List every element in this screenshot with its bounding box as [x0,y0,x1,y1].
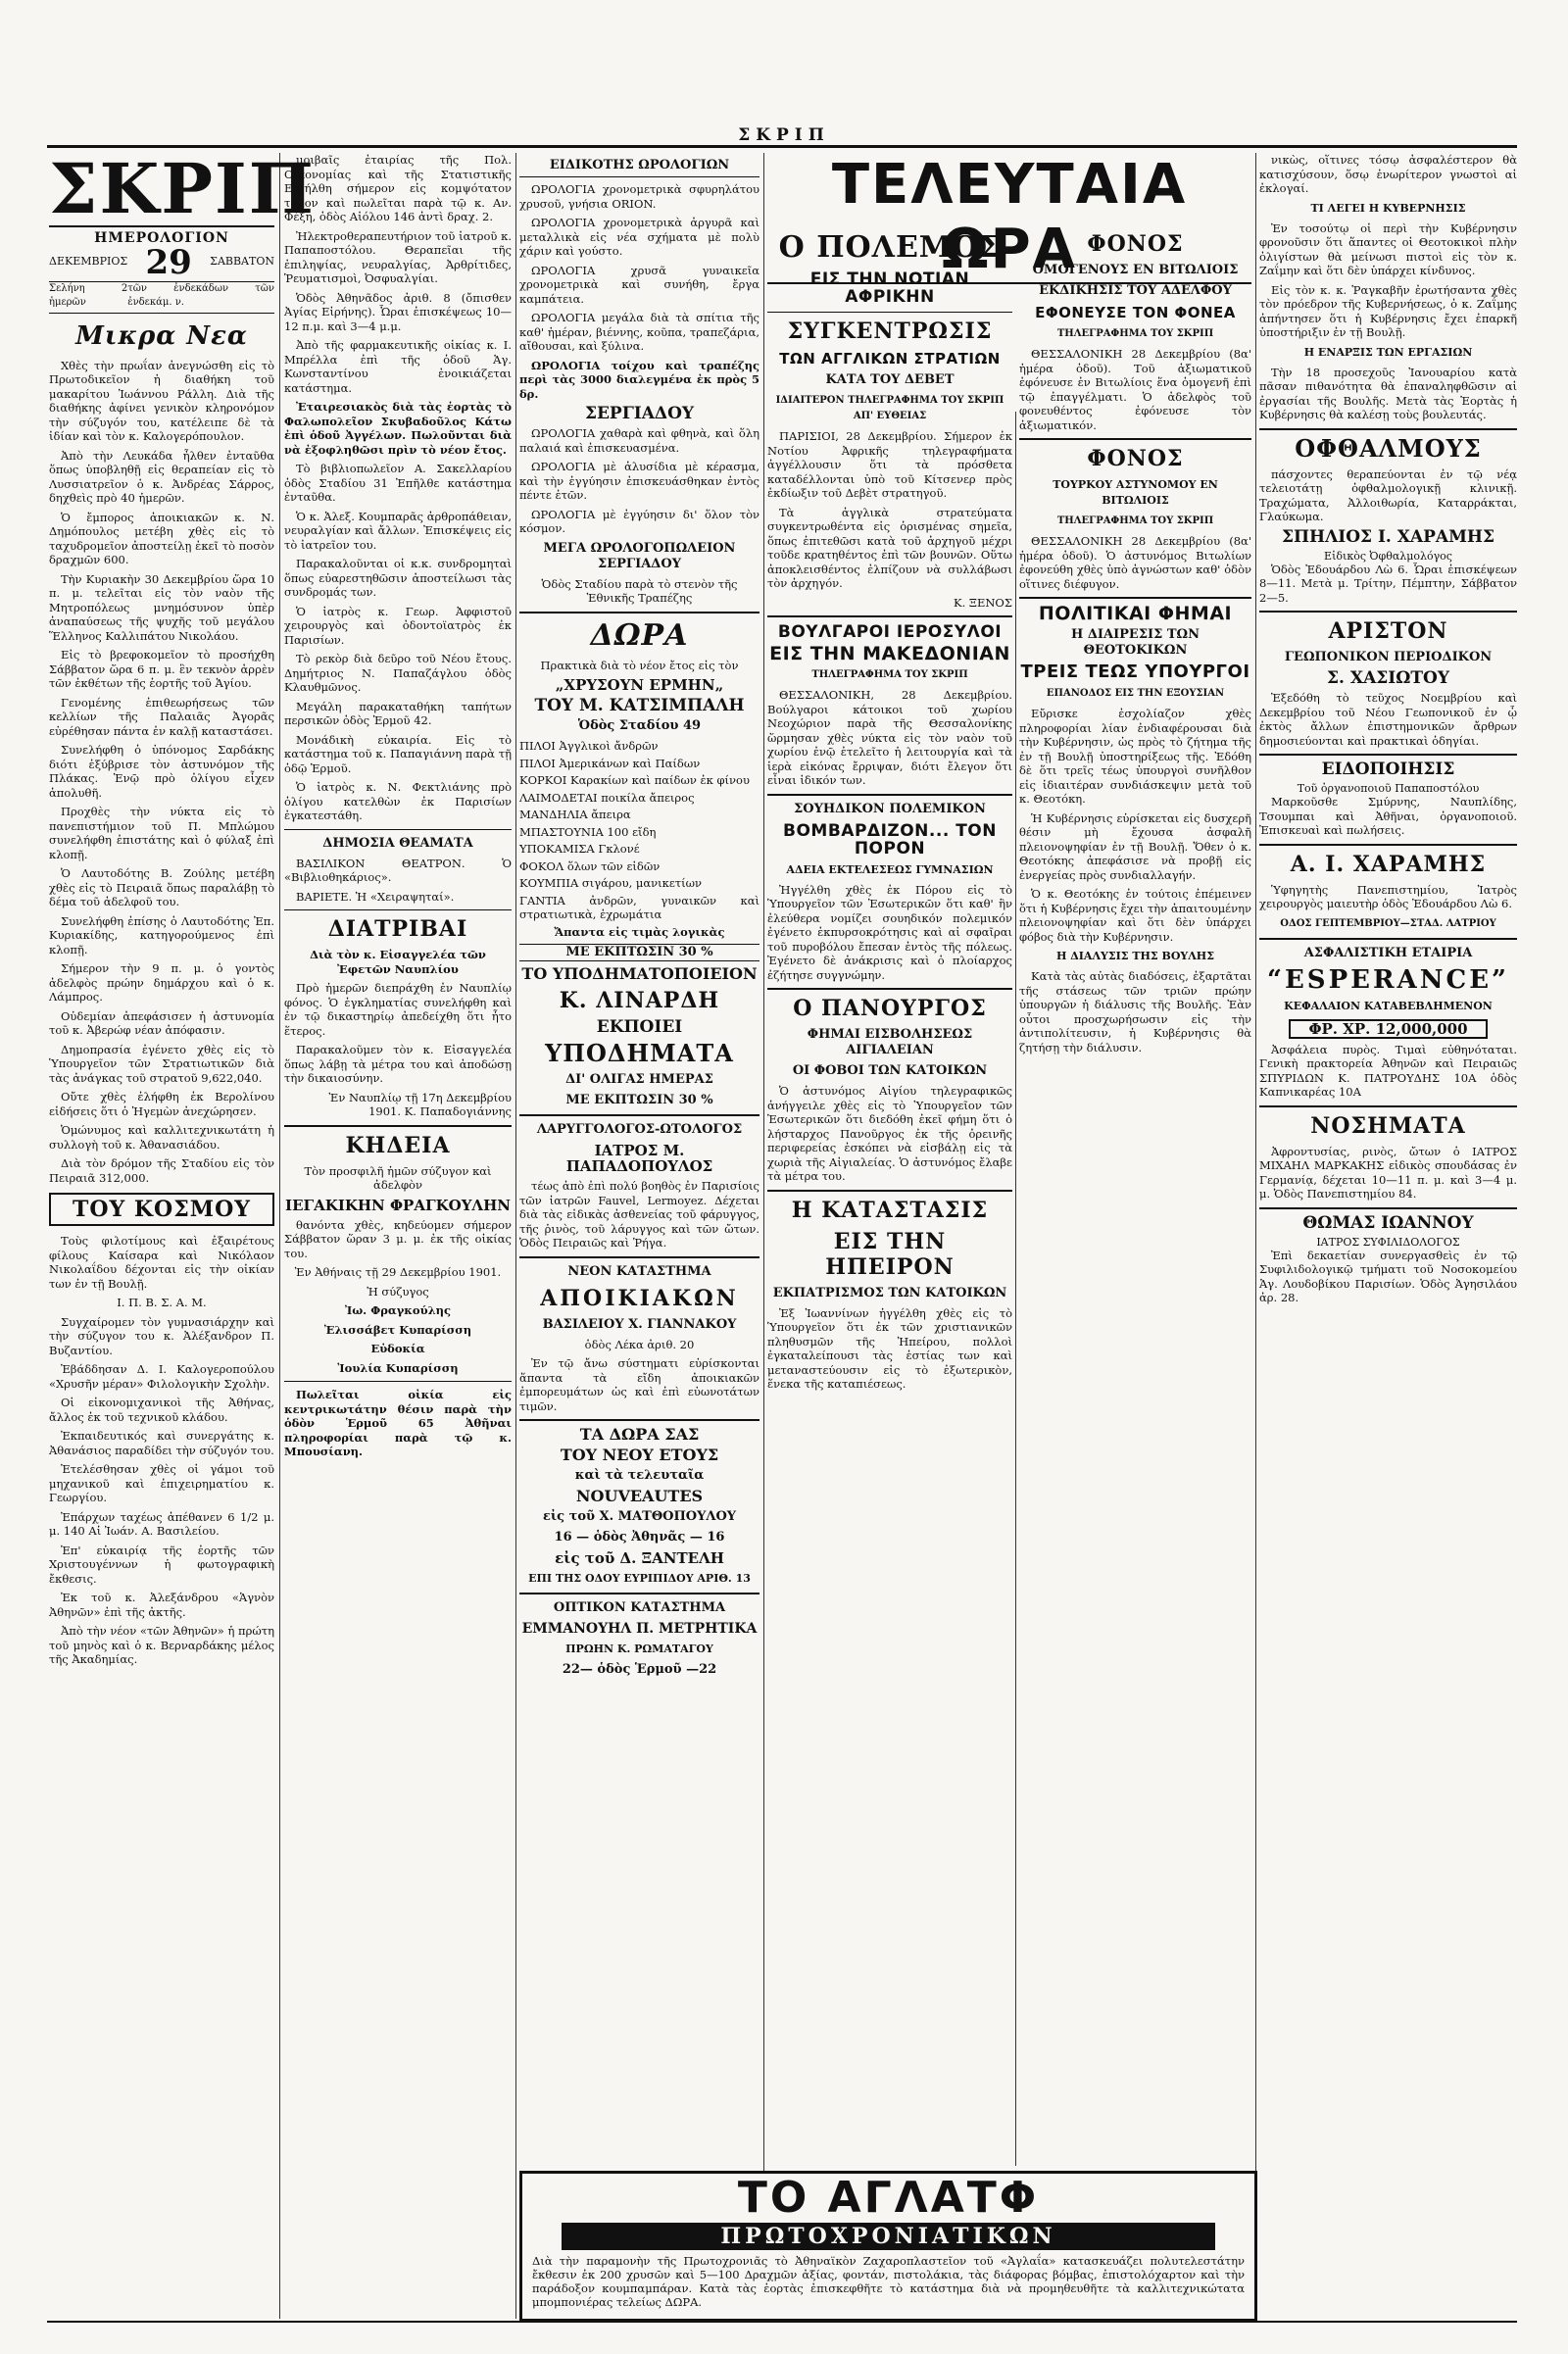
article-paragraph: Οὐδεμίαν ἀπεφάσισεν ἡ ἀστυνομία τοῦ κ. Ἀβερώφ νέαν ἀπόφασιν. [49,1008,274,1037]
aglaia-sub: ΠΡΩΤΟΧΡΟΝΙΑΤΙΚΩΝ [562,2223,1215,2250]
dora-address: Ὁδὸς Σταδίου 49 [577,718,702,733]
article-paragraph: Οὔτε χθὲς ἐλήφθη ἐκ Βερολίνου εἰδήσεις ὅτι ὁ Ἡγεμὼν ἀνεχώρησεν. [49,1090,274,1118]
dora-item: ΚΟΥΜΠΙΑ σιγάρου, μανικετίων [519,876,703,890]
watch-item: ΩΡΟΛΟΓΙΑ χρονομετρικὰ σφυρηλάτου χρυσοῦ, γνήσια ORION. [519,182,760,211]
divider [284,909,512,910]
column-rule [279,153,280,2319]
headline: ΟΜΟΓΕΝΟΥΣ ΕΝ ΒΙΤΩΛΙΟΙΣ [1032,263,1239,277]
neon-owner: ΒΑΣΙΛΕΙΟΥ Χ. ΓΙΑΝΝΑΚΟΥ [542,1316,737,1332]
optical-name: ΕΜΜΑΝΟΥΗΛ Π. ΜΕΤΡΗΤΙΚΑ [521,1621,758,1637]
article-paragraph: Οἱ εἰκονομιχανικοὶ τῆς Ἀθήνας, ἄλλος ἐκ τοῦ τεχνικοῦ κλάδου. [49,1396,274,1424]
column-5 [1019,225,1251,2161]
dora-store: „ΧΡΥΣΟΥΝ ΕΡΜΗΝ„ [555,676,724,694]
article-paragraph: Ἐπ' εὐκαιρίᾳ τῆς ἐορτῆς τῶν Χριστουγέννων ἡ φωτογραφικὴ ἔκθεσις. [49,1543,274,1586]
article-paragraph: Ἐκ τοῦ κ. Ἀλεξάνδρου «Ἁγνὸν Ἀθηνῶν» ἐπὶ τῆς ἀκτῆς. [49,1591,274,1619]
headline: Η ΔΙΑΙΡΕΣΙΣ ΤΩΝ ΘΕΟΤΟΚΙΚΩΝ [1071,627,1200,658]
divider [1019,438,1251,440]
section-title-mikra-nea: Μικρα Νεα [75,320,248,351]
article-paragraph: Ὁ Λαυτοδότης Β. Ζούλης μετέβη χθὲς εἰς τὸ Πειραιᾶ ὅπως παραλάβῃ τὸ δέμα τοῦ ἀδελφοῦ του. [49,866,274,908]
ad-text: Ὑφηγητὴς Πανεπιστημίου, Ἰατρὸς χειρουργὸς μαιευτὴρ ὁδὸς Ἐδουάρδου Λὼ 6. [1259,882,1517,910]
shoe-line: ΔΙ' ΟΛΙΓΑΣ ΗΜΕΡΑΣ [565,1072,713,1087]
headline: ΦΟΝΟΣ [1087,446,1184,471]
watch-item: ΩΡΟΛΟΓΙΑ τοίχου καὶ τραπέζης περὶ τὰς 3000 διαλεγμένα ἐκ πρὸς 5 δρ. [519,358,760,401]
article-paragraph: Εἰς τὸ βρεφοκομεῖον τὸ προσήχθη Σάββατον ὥρα 6 π. μ. ἓν τεκνὸν ἀρρὲν τῶν ἐκθέτων τῆς ἑορτῆς τοῦ Ἁγίου. [49,648,274,690]
headline: ΕΚΠΑΤΡΙΣΜΟΣ ΤΩΝ ΚΑΤΟΙΚΩΝ [772,1285,1007,1300]
article-paragraph: Πωλεῖται οἰκία εἰς κεντρικωτάτην θέσιν παρὰ τὴν ὁδὸν Ἑρμοῦ 65 Ἀθῆναι πληροφορίαι παρὰ τῷ κ. Μπουσίανη. [284,1388,512,1458]
ad-title: Α. Ι. ΧΑΡΑΜΗΣ [1290,851,1487,877]
optical-title: ΟΠΤΙΚΟΝ ΚΑΤΑΣΤΗΜΑ [553,1600,726,1615]
dora-item: ΚΟΡΚΟΙ Καρακίων καὶ παίδων ἐκ φίνου [519,773,750,787]
column-1 [49,148,316,2309]
shoe-line: ΕΚΠΟΙΕΙ [596,1017,683,1037]
kedeia-line: Ἡ σύζυγος [367,1284,429,1299]
article-paragraph: νικὼς, οἵτινες τόσῳ ἀσφαλέστερον θὰ κατισχύσουν, ὅσῳ ἐνωρίτερον γνωστοὶ αἱ ἐκλογαί. [1259,153,1517,195]
watch-item: ΩΡΟΛΟΓΙΑ μὲ ἀλυσίδια μὲ κέρασμα, καὶ τὴν ἐγγύησιν ἐπισκευάσθηκαν ἐντὸς πέντε ἐτῶν. [519,460,760,502]
article-paragraph: Εἰς τὸν κ. κ. Ῥαγκαβῆν ἐρωτήσαντα χθὲς τὸν πρόεδρον τῆς Κυβερνήσεως, ὁ κ. Ζαΐμης ἀπήντησεν ὅτι ἡ Κυβέρνησις ἔχει ἐπαρκῆ ὑποστήριξιν ἐν τῇ Βουλῇ. [1259,282,1517,339]
article-paragraph: Ἐπάρχων ταχέως ἀπέθανεν 6 1/2 μ. μ. 140 Αἱ Ἰωάν. Α. Βασιλείου. [49,1509,274,1538]
article-paragraph: Συνελήφθη ἐπίσης ὁ Λαυτοδότης Ἐπ. Κυριακίδης, κατηγορούμενος ἐπὶ κλοπῇ. [49,913,274,956]
optical-addr: 22— ὁδὸς Ἑρμοῦ —22 [562,1662,717,1677]
dora-item: ΛΑΙΜΟΔΕΤΑΙ ποικίλα ἄπειρος [519,790,695,805]
ad-title: ΘΩΜΑΣ ΙΩΑΝΝΟΥ [1302,1212,1474,1233]
article-paragraph: Σήμερον τὴν 9 π. μ. ὁ γοντὸς ἀδελφὸς πρώην δημάρχου καὶ ὁ κ. Λάμπρος. [49,961,274,1004]
headline: ΕΦΟΝΕΥΣΕ ΤΟΝ ΦΟΝΕΑ [1035,304,1236,321]
column-2 [284,153,512,2309]
watch-item: ΩΡΟΛΟΓΙΑ χρονομετρικὰ ἀργυρᾶ καὶ μεταλλικὰ εἰς νέα σχήματα μὲ πολὺ χάριν καὶ γούστο. [519,216,760,258]
headline: ΚΑΤΑ ΤΟΥ ΔΕΒΕΤ [825,372,955,387]
dora2-line: εἰς τοῦ Χ. ΜΑΤΘΟΠΟΥΛΟΥ [542,1509,737,1524]
article-paragraph: Τὸ βιβλιοπωλεῖον Α. Σακελλαρίου ὁδὸς Σταδίου 31 Ἐπῆλθε κατάστημα ἐνταῦθα. [284,462,512,504]
headline: Η ΔΙΑΛΥΣΙΣ ΤΗΣ ΒΟΥΛΗΣ [1056,950,1214,962]
article-paragraph: Παρακαλοῦνται οἱ κ.κ. συνδρομηταὶ ὅπως εὐαρεστηθῶσιν ἀποστείλωσι τὰς συνδρομάς των. [284,557,512,599]
headline: ΙΔΙΑΙΤΕΡΟΝ ΤΗΛΕΓΡΑΦΗΜΑ ΤΟΥ ΣΚΡΙΠ ΑΠ' ΕΥΘΕΙΑΣ [775,395,1004,421]
dora-item: ΜΑΝΔΗΛΙΑ ἄπειρα [519,808,631,821]
divider [1259,754,1517,756]
dora-item: ΓΑΝΤΙΑ ἀνδρῶν, γυναικῶν καὶ στρατιωτικὰ, ἐχρωμάτια [519,893,760,921]
kedeia-line: Ἰω. Φραγκούλης [345,1303,451,1317]
dora2-line: καὶ τὰ τελευταῖα [574,1468,705,1483]
article-paragraph: Παρακαλοῦμεν τὸν κ. Εἰσαγγελέα ὅπως λάβῃ τὰ μέτρα του καὶ ἀποδώσῃ τὴν δικαιοσύνην. [284,1043,512,1085]
divider [1019,597,1251,599]
column-rule [515,153,516,2319]
article-paragraph: Τὰ ἀγγλικὰ στρατεύματα συγκεντρωθέντα εἰς ὁρισμένας σημεῖα, ὅπως ἐπιτεθῶσι κατὰ τοῦ ἀρχηγοῦ μέχρι τοῦδε κρατηθέντος ἐπὶ τῶν βουνῶν. Οὕτω ἀποκλεισθέντος ἐλπίζουν νὰ συλλάβωσι τὸν ἀρχηγόν. [767,505,1012,590]
headline: ΣΟΥΗΔΙΚΟΝ ΠΟΛΕΜΙΚΟΝ [794,801,986,816]
divider [1259,938,1517,940]
article-paragraph: Ὁ ἀστυνόμος Αἰγίου τηλεγραφικῶς ἀνήγγειλε χθὲς εἰς τὸ Ὑπουργεῖον τῶν Ἐσωτερικῶν ὅτι διεδόθη ἐκεῖ φήμη ὅτι ὁ λήσταρχος Πανοῦργος ἐκ τῆς ὀρεινῆς περιφερείας ἐσκόπει νὰ εἰσβάλῃ εἰς τὰ χωριὰ τῆς Αἰγιαλείας. Ὁ ἀστυνόμος ἔλαβε τὰ μέτρα του. [767,1084,1012,1183]
kedeia-name: ΙΕΓΑΚΙΚΗΝ ΦΡΑΓΚΟΥΛΗΝ [285,1196,511,1214]
ad-title: ΑΣΦΑΛΙΣΤΙΚΗ ΕΤΑΙΡΙΑ [1303,945,1473,960]
headline: ΤΩΝ ΑΓΓΛΙΚΩΝ ΣΤΡΑΤΙΩΝ [779,350,1001,368]
article-paragraph: Ἐταιρεσιακὸς διὰ τὰς ἑορτὰς τὸ Φαλωπολεῖον Σκυβαδοῦλος Κάτω ἐπὶ ὁδοῦ Ἀγγέλων. Πωλοῦνται διὰ νὰ ἐξοφληθῶσι πρὶν τὸ νέον ἔτος. [284,400,512,457]
col1-paras [49,359,274,1186]
watch-ad-head: ΕΙΔΙΚΟΤΗΣ ΩΡΟΛΟΓΙΩΝ [519,158,760,177]
dora2-line: ΕΠΙ ΤΗΣ ΟΔΟΥ ΕΥΡΙΠΙΔΟΥ ΑΡΙΘ. 13 [528,1572,751,1585]
article-paragraph: Ὁ ἔμπορος ἀποικιακῶν κ. Ν. Δημόπουλος μετέβη χθὲς εἰς τὸ ταχυδρομεῖον ἀποστείλῃ ἐκεῖ τὸ ποσὸν δραχμῶν 600. [49,510,274,566]
dora-items [519,739,760,922]
ad-title: ΟΦΘΑΛΜΟΥΣ [1295,433,1482,463]
article-paragraph: ΘΕΣΣΑΛΟΝΙΚΗ 28 Δεκεμβρίου (8α' ἡμέρα ὁδοῦ). Τοῦ ἀξιωματικοῦ ἐφόνευσε ἐν Βιτωλίοις ἕνα ὁμογενῆ ἐπὶ τῷ ἐπαγγέλματι. Ὁ ἀδελφὸς τοῦ φονευθέντος ἐφόνευσε τὸν ἀξιωματικόν. [1019,347,1251,432]
article-paragraph: Πρὸ ἡμερῶν διεπράχθη ἐν Ναυπλίῳ φόνος. Ὁ ἐγκληματίας συνελήφθη καὶ ἐν τῷ δικαστηρίῳ ἀπεδείχθη ὅτι ἦτο ἕτερος. [284,981,512,1038]
article-paragraph: Ὁ ἰατρὸς κ. Γεωρ. Ἀφφιστοῦ χειρουργὸς καὶ ὀδοντοϊατρὸς ἐκ Παρισίων. [284,604,512,647]
article-paragraph: Τὸ ρεκὸρ διὰ δεῦρο τοῦ Νέου ἔτους. Δημήτριος Ν. Παπαζάγλου ὁδὸς Κλαυθμῶνος. [284,652,512,694]
dateline [49,242,274,282]
article-paragraph: Ὁμώνυμος καὶ καλλιτεχνικωτάτη ἡ συλλογὴ τοῦ κ. Ἀθανασιάδου. [49,1123,274,1152]
divider [1259,1105,1517,1107]
headline: ΕΠΑΝΟΔΟΣ ΕΙΣ ΤΗΝ ΕΞΟΥΣΙΑΝ [1046,688,1225,699]
diatr-subtitle: Διὰ τὸν κ. Εἰσαγγελέα τῶν Ἐφετῶν Ναυπλίου [310,948,486,976]
dora-owner: ΤΟΥ Μ. ΚΑΤΣΙΜΠΑΛΗ [534,696,745,715]
divider [519,1593,760,1594]
dora2-line: ΤΟΥ ΝΕΟΥ ΕΤΟΥΣ [560,1446,719,1464]
divider [767,312,1012,313]
ad-sub: Εἰδικὸς Ὀφθαλμολόγος [1324,549,1452,563]
article-paragraph: ΘΕΣΣΑΛΟΝΙΚΗ, 28 Δεκεμβρίου. Βούλγαροι κάτοικοι τοῦ χωρίου Νεοχώριον παρὰ τῆς Θεσσαλονίκης ὥρμησαν χθὲς νύκτα εἰς τὸν ναὸν τοῦ χωρίου ἐνῷ ἐτελεῖτο ἡ λειτουργία καὶ τὰ ἱερὰ εἰκόνας ἔρριψαν, διότι ἔλεγον ὅτι εἶναι ἰδικόν των. [767,688,1012,787]
neon-sub: ΑΠΟΙΚΙΑΚΩΝ [540,1285,739,1311]
kedeia-line: Εὐδοκία [370,1342,425,1355]
article-paragraph: Εὔρισκε ἐσχολίαζον χθὲς πληροφορίαι λίαν ἐνδιαφέρουσαι διὰ τὴν Κυβέρνησιν, ὡς πρὸς τὸ ζήτημα τῆς ἐν τῇ Βουλῇ ὑποστηρίξεως τῆς. Ἐδόθη δὲ ὅτι τρεῖς τέως ὑπουργοὶ συνῆλθον εἰς ἰδιαιτέραν συνδιάσκεψιν μετὰ τοῦ κ. Θεοτόκη. [1019,707,1251,806]
shoe-title: ΤΟ ΥΠΟΔΗΜΑΤΟΠΟΙΕΙΟΝ [521,964,758,983]
headline: ΒΟΥΛΓΑΡΟΙ ΙΕΡΟΣΥΛΟΙ [777,622,1003,642]
section-title-kosmou: ΤΟΥ ΚΟΣΜΟΥ [73,1197,251,1222]
article-paragraph: Ἠγγέλθη χθὲς ἐκ Πόρου εἰς τὸ Ὑπουργεῖον τῶν Ἐσωτερικῶν ὅτι καθ' ἣν ἐλεύθερα νομίζει σουηδικόν πολεμικόν ἐγένετο ἐκπυρσοκρότησις καὶ αἱ σφαῖραι τοῦ πυροβόλου ἔπεσαν ἐντὸς τῆς πόλεως. Ἐγένετο δὲ ἀνάκρισις καὶ ὁ πλοίαρχος ἐζήτησε συγγνώμην. [767,882,1012,982]
article-paragraph: Ἀπὸ τὴν Λευκάδα ἦλθεν ἐνταῦθα ὅπως ὑποβληθῇ εἰς θεραπείαν εἰς τὸ Λυσσιατρεῖον ὁ κ. Ἀνδρέας Σάρρος, δηχθεὶς πρὸ 40 ἡμερῶν. [49,448,274,505]
watch-item: ΩΡΟΛΟΓΙΑ μὲ ἐγγύησιν δι' ὅλον τὸν κόσμον. [519,507,760,535]
shoe-line: ΥΠΟΔΗΜΑΤΑ [545,1039,734,1067]
notice-line: ΒΑΡΙΕΤΕ. Ἡ «Χειραψηταί». [296,889,455,904]
week-info: τῶν ἐνδεκάδων τῶν ἐνδεκάμ. ν. [127,282,274,308]
divider [1259,611,1517,613]
headline: ΤΗΛΕΓΡΑΦΗΜΑ ΤΟΥ ΣΚΡΙΠ [811,669,968,680]
last-hour-title: ΤΕΛΕΥΤΑΙΑ ΩΡΑ [767,153,1251,284]
divider [1259,844,1517,846]
dora-item: ΠΙΛΟΙ Ἀμερικάνων καὶ Παίδων [519,756,701,770]
aglaia-text: Διὰ τὴν παραμονὴν τῆς Πρωτοχρονιᾶς τὸ Ἀθηναϊκὸν Ζαχαροπλαστεῖον τοῦ «Ἀγλαΐα» κατασκευάζει πολυτελεστάτην ἔκθεσιν ἐκ 200 χρυσῶν καὶ 5—100 Δραχμῶν ἀξίας, φοντάν, πιστολάκια, τὰς διάφορας βόμβας, ἐπιστολόχαρτον καὶ τὴν παράδοξον κουμπαμπάραν. Κατὰ τὰς ἑορτὰς ἐπισκεφθῆτε τὸ κατάστημα διὰ νὰ προμηθευθῆτε τὰ καλλιτεχνικώτατα μπομπονιέρας τελείως ΔΩΡΑ. [532,2254,1245,2309]
dora2-line: ΤΑ ΔΩΡΑ ΣΑΣ [579,1425,700,1444]
article-paragraph: Τοὺς φιλοτίμους καὶ ἐξαιρέτους φίλους Καίσαρα καὶ Νικόλαον Νικολαΐδου δέχονται εἰς τὴν οἰκίαν των ἐν τῇ Βουλῇ. [49,1234,274,1291]
ad-sub: ΓΕΩΠΟΝΙΚΟΝ ΠΕΡΙΟΔΙΚΟΝ [1284,650,1493,664]
doctor-title: ΛΑΡΥΓΓΟΛΟΓΟΣ-ΩΤΟΛΟΓΟΣ [536,1122,743,1137]
dora2-line: 16 — ὁδὸς Ἀθηνᾶς — 16 [554,1530,725,1545]
divider [767,988,1012,990]
divider [519,1419,760,1421]
dora-footer: Ἄπαντα εἰς τιμὰς λογικὰς [554,924,725,939]
watch-item: ΩΡΟΛΟΓΙΑ μεγάλα διὰ τὰ σπίτια τῆς καθ' ἡμέραν, βιέννης, κοῦπα, τραπεζάρια, αἴθουσαι, καὶ ξύλινα. [519,311,760,353]
divider [767,1190,1012,1192]
article-paragraph: Ἐξ Ἰωαννίνων ἠγγέλθη χθὲς εἰς τὸ Ὑπουργεῖον ὅτι ἐκ τῶν χριστιανικῶν πληθυσμῶν τῆς Ἠπείρου, πολλοὶ ἐγκαταλείπουσι τὰς ἑστίας των καὶ μεταναστεύουσιν εἰς τὸ ἐξωτερικὸν, ἕνεκα τῆς καταπιέσεως. [767,1305,1012,1391]
headline: Ο ΠΑΝΟΥΡΓΟΣ [793,996,987,1021]
dora-item: ΥΠΟΚΑΜΙΣΑ Γκλονέ [519,842,640,856]
ad-text: Ἐπὶ δεκαετίαν συνεργασθεὶς ἐν τῷ Συφιλιδολογικῷ τμήματι τοῦ Νοσοκομείου Ἁγ. Λουδοβίκου Παρισίων. Ὁδὸς Ἀγησιλάου ἀρ. 28. [1259,1248,1517,1304]
notice-title: ΔΗΜΟΣΙΑ ΘΕΑΜΑΤΑ [322,835,473,851]
dora-item: ΠΙΛΟΙ Ἀγγλικοὶ ἄνδρῶν [519,739,659,753]
headline: ΟΙ ΦΟΒΟΙ ΤΩΝ ΚΑΤΟΙΚΩΝ [792,1063,988,1078]
article-paragraph: Ὁ κ. Θεοτόκης ἐν τούτοις ἐπέμεινεν ὅτι ἡ Κυβέρνησις ἔχει τὴν ἀπαιτουμένην πλειονοψηφίαν καὶ ὅτι δὲν ὑπάρχει φόβος διὰ τὴν Κυβέρνησιν. [1019,887,1251,944]
divider [284,1125,512,1127]
article-paragraph: Συνελήφθη ὁ ὑπόνομος Σαρδάκης διότι ἐξύβρισε τὸν ἀστυνόμον τῆς Πλάκας. Ἐνῷ πρὸ ὀλίγου εἶχεν ἀπολυθῆ. [49,743,274,800]
moon-line [49,282,274,314]
dora2-line: εἰς τοῦ Δ. ΞΑΝΤΕΛΗ [555,1549,724,1567]
ad-text: Ὁδὸς Ἐδουάρδου Λὼ 6. Ὧραι ἐπισκέψεων 8—11. Μετὰ μ. Τρίτην, Πέμπτην, Σάββατον 2—5. [1259,562,1517,605]
signature: Ἐν Ναυπλίῳ τῇ 17η Δεκεμβρίου 1901. Κ. Παπαδογιάννης [328,1090,512,1118]
article-paragraph: Ἠλεκτροθεραπευτήριον τοῦ ἰατροῦ κ. Παπαποστόλου. Θεραπεῖαι τῆς ἐπιληψίας, νευραλγίας, Ἀρθρίτιδες, Ῥευματισμοὶ, Ὀσφυαλγίαι. [284,228,512,285]
headline: ΕΙΣ ΤΗΝ ΜΑΚΕΔΟΝΙΑΝ [769,643,1010,664]
ad-address: ΟΔΟΣ ΓΕΠΤΕΜΒΡΙΟΥ—ΣΤΑΔ. ΛΑΤΡΙΟΥ [1280,917,1496,929]
headline: ΦΟΝΟΣ [1087,231,1184,257]
divider [284,829,512,830]
headline: ΦΗΜΑΙ ΕΙΣΒΟΛΗΣΕΩΣ ΑΙΓΙΑΛΕΙΑΝ [807,1027,973,1057]
neon-text: Ἐν τῷ ἄνω σύστηματι εὑρίσκονται ἅπαντα τὰ εἴδη ἀποικιακῶν ἐμπορευμάτων ὡς καὶ ἐπὶ εὐωνοτάτων τιμῶν. [519,1356,760,1413]
dora-title: ΔΩΡΑ [590,617,689,653]
ad-title: ΑΡΙΣΤΟΝ [1328,618,1448,644]
ad-title: ΕΙΔΟΠΟΙΗΣΙΣ [1321,760,1455,779]
ad-capital: ΦΡ. ΧΡ. 12,000,000 [1289,1019,1488,1039]
article-paragraph: Ὁ κ. Ἀλεξ. Κουμπαρᾶς ἀρθροπάθειαν, νευραλγίαν καὶ ἄλλων. Ἐπισκέψεις εἰς τὸ ἰατρεῖον του. [284,509,512,552]
ad-name: Σ. ΧΑΣΙΩΤΟΥ [1327,668,1449,688]
shoe-line: ΜΕ ΕΚΠΤΩΣΙΝ 30 % [565,1093,713,1107]
headline: ΤΡΕΙΣ ΤΕΩΣ ΥΠΟΥΡΓΟΙ [1020,662,1250,682]
signature: Κ. ΞΕΝΟΣ [953,595,1012,610]
article-paragraph: Ἀπὸ τὴν νέον «τῶν Ἀθηνῶν» ἡ πρώτη τοῦ μηνὸς καὶ ὁ κ. Βερναρδάκης μέλος τῆς Ἀκαδημίας. [49,1624,274,1666]
article-paragraph: Ἐν τοσούτῳ οἱ περὶ τὴν Κυβέρνησιν φρονοῦσιν ὅτι ἅπαντες οἱ Θεοτοκικοὶ πλὴν ὀλιγίστων θὰ μείνωσι πιστοὶ εἰς τὸν κ. Ζαΐμην καὶ ὅτι δὲν ὑπάρχει κίνδυνος. [1259,221,1517,277]
ad-text: Ἐξεδόθη τὸ τεῦχος Νοεμβρίου καὶ Δεκεμβρίου τοῦ Νέου Γεωπονικοῦ ἐν ᾧ ἐκτὸς ἄλλων ἐπιστημονικῶν ἄρθρων δημοσιεύονται καὶ πρακτικαὶ ὁδηγίαι. [1259,691,1517,748]
ad-text: Ἀσφάλεια πυρὸς. Τιμαὶ εὐθηνόταται. Γενικὴ πρακτορεία Ἀθηνῶν καὶ Πειραιῶς ΣΠΥΡΙΔΩΝ Κ. ΠΑΤΡΟΥΔΗΣ 10Α ὁδὸς Καπνικαρέας 10Α [1259,1042,1517,1099]
article-paragraph: Χθὲς τὴν πρωΐαν ἀνεγνώσθη εἰς τὸ Πρωτοδικεῖον ἡ διαθήκη τοῦ μακαρίτου Ἰωάννου Ράλλη. Διὰ τῆς διαθήκης ἀφίνει γενικὸν κληρονόμον τὴν σύζυγόν του, κατέλειπε δὲ τὰ ἰδίαν καὶ τὸν κ. Καλογερόπουλον. [49,358,274,443]
headline: ΕΚΔΙΚΗΣΙΣ ΤΟΥ ΑΔΕΛΦΟΥ [1039,283,1232,298]
article-paragraph: ΠΑΡΙΣΙΟΙ, 28 Δεκεμβρίου. Σήμερον ἐκ Νοτίου Ἀφρικῆς τηλεγραφήματα ἀγγέλλουσιν ὅτι τὰ πρόσθετα καταδέλλονται ὑπὸ τοῦ Κίτσενερ πρὸς ἐκδίωξιν τοῦ Δεβὲτ στρατηγοῦ. [767,429,1012,500]
divider [1259,428,1517,430]
ad-sub: ΚΕΦΑΛΑΙΟΝ ΚΑΤΑΒΕΒΛΗΜΕΝΟΝ [1284,999,1493,1012]
divider [284,1381,512,1382]
kedeia-line: Τὸν προσφιλῆ ἡμῶν σύζυγον καὶ ἀδελφὸν [304,1163,492,1192]
article-paragraph: Ἀπὸ τῆς φαρμακευτικῆς οἰκίας κ. Ι. Μπρέλλα ἐπὶ τῆς ὁδοῦ Ἁγ. Κωνσταντίνου ἐνοικιάζεται κατάστημα. [284,338,512,395]
headline: ΤΟΥΡΚΟΥ ΑΣΤΥΝΟΜΟΥ ΕΝ ΒΙΤΩΛΙΟΙΣ [1053,478,1218,507]
article-paragraph: Ἡ Κυβέρνησις εὑρίσκεται εἰς δυσχερῆ θέσιν μὴ ἔχουσα ἀσφαλῆ πλειονοψηφίαν ἐν τῇ Βουλῇ. Ὅθεν ὁ κ. Θεοτόκης ἀπεφάσισε νὰ προβῇ εἰς ἐνεργείας πρὸς συνδιαλλαγήν. [1019,810,1251,882]
article-paragraph: Γενομένης ἐπιθεωρήσεως τῶν κελλίων τῆς Παλαιᾶς Ἀγορᾶς εὑρέθησαν πάντα ἐν καλῇ καταστάσει. [49,695,274,738]
date-day-number: 29 [145,242,192,282]
headline: ΣΥΓΚΕΝΤΡΩΣΙΣ [787,319,993,344]
aglaia-ad [519,2171,1257,2322]
divider [1259,1207,1517,1209]
article-paragraph: Μονάδικὴ εὐκαιρία. Εἰς τὸ κατάστημα τοῦ κ. Παπαγιάννη παρὰ τῇ ὁδῷ Ἑρμοῦ. [284,732,512,775]
headline: ΤΙ ΛΕΓΕΙ Η ΚΥΒΕΡΝΗΣΙΣ [1310,201,1466,215]
divider [519,1256,760,1258]
kedeia-title: ΚΗΔΕΙΑ [345,1132,451,1158]
ad-title: ΝΟΣΗΜΑΤΑ [1310,1112,1466,1139]
ad-name: “ESPERANCE” [1267,964,1509,995]
headline: ΑΔΕΙΑ ΕΚΤΕΛΕΣΕΩΣ ΓΥΜΝΑΣΙΩΝ [786,862,994,876]
headline: ΤΗΛΕΓΡΑΦΗΜΑ ΤΟΥ ΣΚΡΙΠ [1056,328,1214,339]
masthead-title: ΣΚΡΙΠ [49,148,316,229]
watch-store: ΜΕΓΑ ΩΡΟΛΟΓΟΠΩΛΕΙΟΝ ΣΕΡΓΙΑΔΟΥ [543,540,736,571]
notice-line: ΒΑΣΙΛΙΚΟΝ ΘΕΑΤΡΟΝ. Ὁ «Βιβλιοθηκάριος». [284,856,512,884]
dora-subtitle: Πρακτικὰ διὰ τὸ νέον ἔτος εἰς τὸν [540,658,739,672]
bottom-rule [47,2321,1517,2323]
kedeia-line: Ἐν Ἀθήναις τῇ 29 Δεκεμβρίου 1901. [294,1265,502,1279]
moon-phase: Σελήνη 2 ἡμερῶν [49,282,128,308]
article-paragraph: Τὴν 18 προσεχοῦς Ἰανουαρίου κατὰ πᾶσαν πιθανότητα θὰ ἐπαναληφθῶσιν αἱ ἐργασίαι τῆς Βουλῆς. Μετὰ τὰς Ἑορτὰς ἡ Κυβέρνησις θὰ καλέσῃ τοὺς βουλευτάς. [1259,365,1517,421]
article-paragraph: Ἐβάδδησαν Δ. Ι. Καλογεροπούλου «Χρυσῆν μέραν» Φιλολογικὴν Σχολὴν. [49,1362,274,1391]
headline: Ο ΠΟΛΕΜΟΣ [778,230,1002,265]
headline: Η ΕΝΑΡΞΙΣ ΤΩΝ ΕΡΓΑΣΙΩΝ [1303,345,1473,359]
article-paragraph: Μεγάλη παρακαταθήκη ταπήτων περσικῶν ὁδὸς Ἑρμοῦ 42. [284,699,512,727]
headline: Η ΚΑΤΑΣΤΑΣΙΣ [791,1197,989,1223]
headline: ΠΟΛΙΤΙΚΑΙ ΦΗΜΑΙ [1038,603,1233,624]
headline: ΕΙΣ ΤΗΝ ΝΟΤΙΑΝ ΑΦΡΙΚΗΝ [809,270,970,307]
running-head: ΣΚΡΙΠ [738,125,830,145]
masthead-subtitle: ΗΜΕΡΟΛΟΓΙΟΝ [94,230,229,246]
watch-item: ΩΡΟΛΟΓΙΑ χρυσᾶ γυναικεῖα χρονομετρικὰ καὶ συνήθη, ἔργα καμπάτεια. [519,263,760,306]
optical-sub: ΠΡΩΗΝ Κ. ΡΩΜΑΤΑΓΟΥ [565,1643,713,1655]
watch-brand: ΣΕΡΓΙΑΔΟΥ [584,404,695,423]
article-paragraph: ΘΕΣΣΑΛΟΝΙΚΗ 28 Δεκεμβρίου (8α' ἡμέρα ὁδοῦ). Ὁ ἀστυνόμος Βιτωλίων ἐφονεύθη χθὲς ὑπὸ ἀγνώστων καθ' ὁδὸν οἵτινες διέφυγον. [1019,534,1251,591]
column-rule [1015,412,1016,2166]
kedeia-line: Ἰουλία Κυπαρίσση [337,1360,459,1375]
divider [767,615,1012,617]
article-paragraph: Δημοπρασία ἐγένετο χθὲς εἰς τὸ Ὑπουργεῖον τῶν Στρατιωτικῶν διὰ τὰς ἀνάγκας τοῦ στρατοῦ 9,622,040. [49,1042,274,1085]
neon-title: ΝΕΟΝ ΚΑΤΑΣΤΗΜΑ [567,1263,711,1279]
dora-item: ΦΟΚΟΛ ὅλων τῶν εἰδῶν [519,858,661,873]
initials-line: Ι. Π. Β. Σ. Α. Μ. [117,1296,207,1309]
article-paragraph: Ἐκπαιδευτικός καὶ συνεργάτης κ. Ἀθανάσιος παραδίδει τὴν σύζυγόν του. [49,1429,274,1457]
watch-address: Ὁδὸς Σταδίου παρὰ τὸ στενὸν τῆς Ἐθνικῆς Τραπέζης [541,576,738,605]
doctor-name: ΙΑΤΡΟΣ Μ. ΠΑΠΑΔΟΠΟΥΛΟΣ [565,1142,713,1175]
doctor-text: τέως ἀπὸ ἐπὶ πολύ βοηθὸς ἐν Παρισίοις τῶν ἰατρῶν Fauvel, Lermoyez. Δέχεται διὰ τὰς εἰδικὰς ἀσθενείας τοῦ φάρυγγος, τῆς ῥινὸς, τοῦ λάρυγγος καὶ τῶν ὤτων. Ὁδὸς Πειραιῶς καὶ Ῥήγα. [519,1179,760,1250]
divider [519,612,760,613]
kedeia-line: Ἐλισσάβετ Κυπαρίσση [323,1322,472,1337]
ad-title: ΣΠΗΛΙΟΣ Ι. ΧΑΡΑΜΗΣ [1281,526,1495,547]
ad-text: Μαρκοῦσθε Σμύρνης, Ναυπλίδης, Τσουμπαι καὶ Ἀθῆναι, ὀργανοποιοῦ. Ἐπισκευαὶ καὶ πωλήσεις. [1259,795,1517,837]
headline: ΕΙΣ ΤΗΝ ΗΠΕΙΡΟΝ [825,1228,955,1280]
column-4 [767,225,1012,2161]
diatr-title: ΔΙΑΤΡΙΒΑΙ [327,916,468,942]
ad-text: πάσχοντες θεραπεύονται ἐν τῷ νέᾳ τελειοτάτῃ ὀφθαλμολογικῇ κλινικῇ. Τραχώματα, Ἀλλοιθωρία, Καταρράκται, Γλαύκωμα. [1259,466,1517,523]
aglaia-title: ΤΟ ΑΓΛΑΤΦ [737,2173,1040,2223]
article-paragraph: Τὴν Κυριακὴν 30 Δεκεμβρίου ὥρα 10 π. μ. τελεῖται εἰς τὸν ναὸν τῆς Μητροπόλεως μνημόσυνον ὑπὲρ ἀναπαύσεως τῆς ψυχῆς τοῦ μεγάλου Ἕλληνος Καλλιπάτου Νικολάου. [49,571,274,643]
neon-addr: ὁδὸς Λέκα ἀριθ. 20 [584,1337,695,1351]
article-paragraph: μοιβαῖς ἐταιρίας τῆς Πολ. Οἰκονομίας καὶ τῆς Στατιστικῆς Εἰσήλθη σήμερον εἰς κομψότατον τόμον καὶ πωλεῖται παρὰ τῷ κ. Αν. Φέξη, ὁδὸς Αἰόλου 146 ἀντὶ δραχ. 2. [284,153,512,223]
dora2-line: NOUVEAUTES [575,1487,704,1505]
ad-sub: Τοῦ ὀργανοποιοῦ Παπαποστόλου [1297,782,1480,795]
date-month: ΔΕΚΕΜΒΡΙΟΣ [49,255,128,269]
date-weekday: ΣΑΒΒΑΤΟΝ [210,255,274,269]
headline: ΒΟΜΒΑΡΔΙΖΟΝ... ΤΟΝ ΠΟΡΟΝ [783,820,997,858]
article-paragraph: Κατὰ τὰς αὐτὰς διαδόσεις, ἐξαρτᾶται τῆς στάσεως τῶν τριῶν πρώην ὑπουργῶν ἡ διάλυσις τῆς Βουλῆς. Ἐὰν οὗτοι προσχωρήσωσιν εἰς τὴν ἀντιπολίτευσιν, ἡ Κυβέρνησις θὰ ζητήσῃ τὴν διάλυσιν. [1019,969,1251,1054]
divider [767,794,1012,796]
column-rule [763,153,764,2319]
ad-text: Ἀφροντυσίας, ρινὸς, ὤτων ὁ ΙΑΤΡΟΣ ΜΙΧΑΗΛ ΜΑΡΚΑΚΗΣ εἰδικὸς σπουδάσας ἐν Γερμανίᾳ, δέχεται 10—11 π. μ. καὶ 3—4 μ. μ. Ὁδὸς Πανεπιστημίου 84. [1259,1144,1517,1201]
ad-sub: ΙΑΤΡΟΣ ΣΥΦΙΛΙΔΟΛΟΓΟΣ [1316,1235,1460,1249]
dora-discount: ΜΕ ΕΚΠΤΩΣΙΝ 30 % [519,944,760,961]
article-paragraph: Ὁδὸς Ἀθηνᾶδος ἀριθ. 8 (ὄπισθεν Ἀγίας Εἰρήνης). Ὧραι ἐπισκέψεως 10—12 π.μ. καὶ 3—4 μ.μ. [284,290,512,333]
shoe-name: Κ. ΛΙΝΑΡΔΗ [559,988,720,1013]
article-paragraph: Προχθὲς τὴν νύκτα εἰς τὸ πανεπιστήμιον τοῦ Π. Μπλώμου συνελήφθη ἐπιστάτης καὶ ὁ φύλαξ ἐπὶ κλοπῇ. [49,805,274,861]
article-paragraph: Ἐτελέσθησαν χθὲς οἱ γάμοι τοῦ μηχανικοῦ καὶ ἐπιχειρηματίου κ. Γεωργίου. [49,1462,274,1504]
dora-item: ΜΠΑΣΤΟΥΝΙΑ 100 εἴδη [519,824,657,839]
column-6 [1259,153,1517,2309]
section-box-kosmou [49,1193,274,1226]
article-paragraph: Συγχαίρομεν τὸν γυμνασιάρχην καὶ τὴν σύζυγον του κ. Ἀλέξανδρον Π. Βυζαντίου. [49,1314,274,1357]
column-3 [519,153,760,2162]
article-paragraph: Διὰ τὸν δρόμον τῆς Σταδίου εἰς τὸν Πειραιᾶ 312,000. [49,1156,274,1185]
headline: ΤΗΛΕΓΡΑΦΗΜΑ ΤΟΥ ΣΚΡΙΠ [1056,515,1214,526]
kedeia-line: θανόντα χθὲς, κηδεύομεν σήμερον Σάββατον ὥραν 3 μ. μ. ἐκ τῆς οἰκίας του. [284,1217,512,1260]
column-rule [1255,153,1256,2319]
watch-item: ΩΡΟΛΟΓΙΑ χαθαρὰ καὶ φθηνὰ, καὶ ὅλη παλαιά καὶ ἐπισκευασμένα. [519,426,760,455]
divider [519,1114,760,1116]
article-paragraph: Ὁ ἰατρὸς κ. Ν. Φεκτλιάνης πρὸ ὀλίγου κατελθὼν ἐκ Παρισίων ἐγκατεστάθη. [284,780,512,822]
